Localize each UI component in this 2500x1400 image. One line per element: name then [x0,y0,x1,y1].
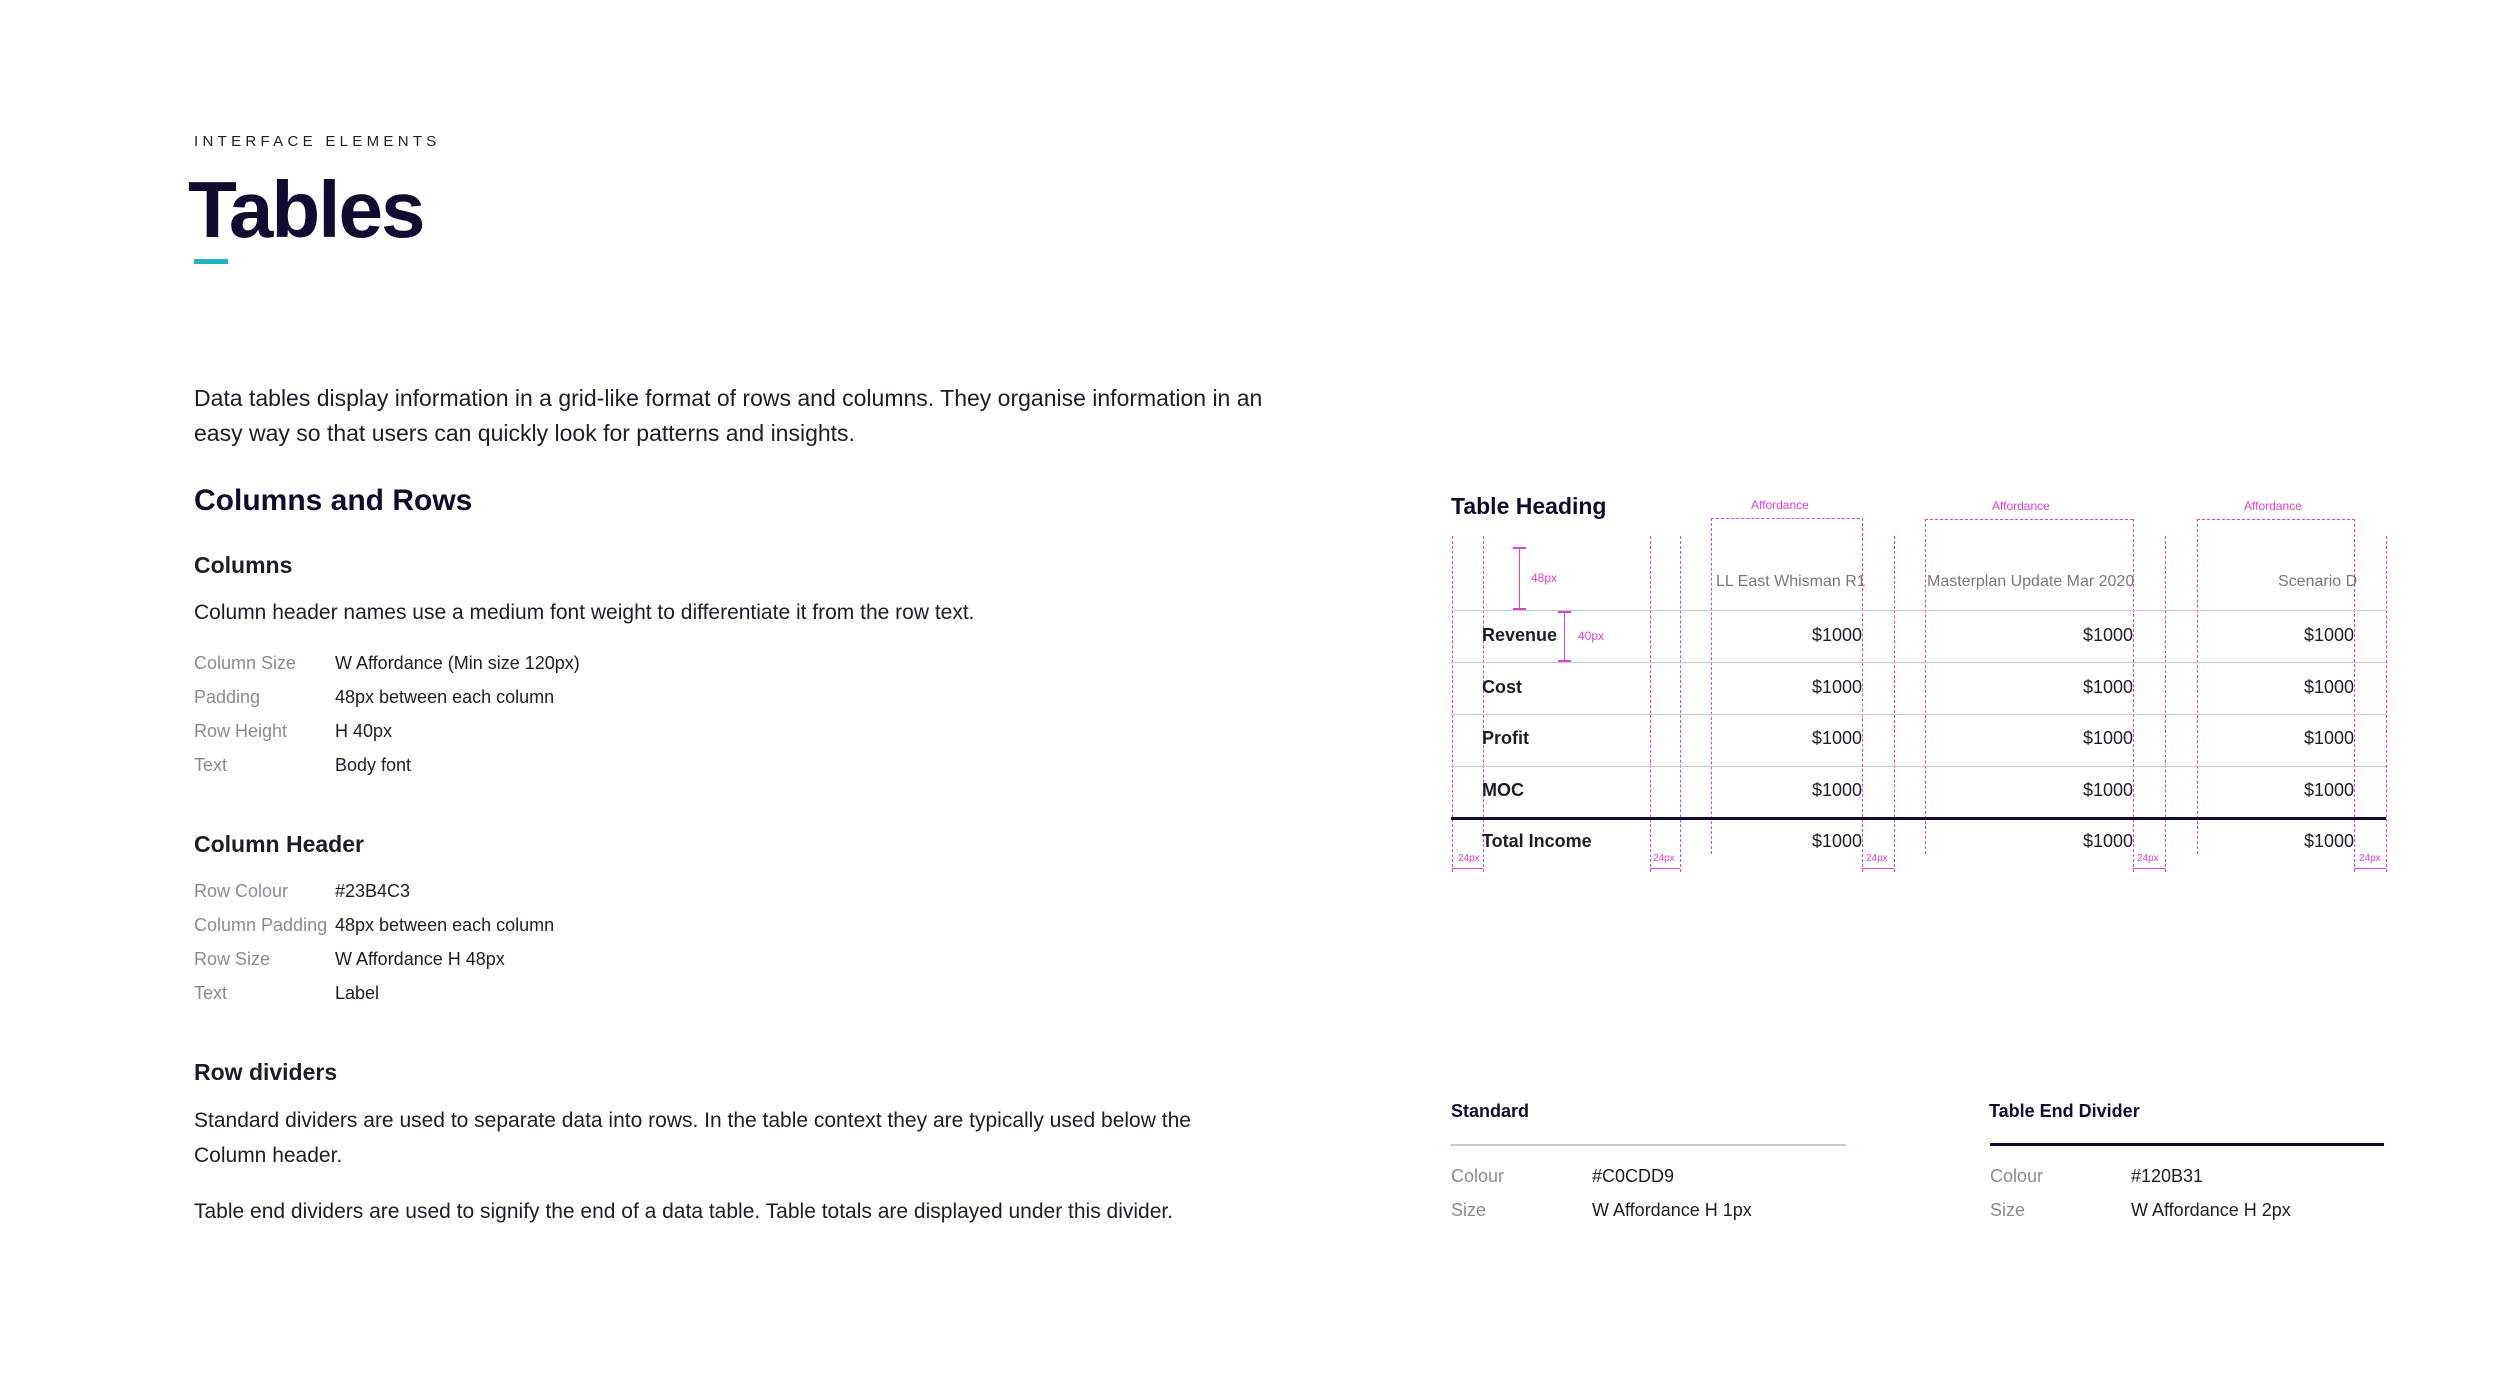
columns-heading: Columns [194,552,293,578]
padding-marker [1452,868,1483,869]
standard-divider [1451,714,2386,715]
cell: $1000 [2303,728,2354,748]
column-header: LL East Whisman R1 [1716,573,1866,590]
spec-value: Label [335,983,380,1003]
affordance-bracket [2197,519,2355,520]
spec-key: Row Height [194,721,288,741]
affordance-label: Affordance [2244,499,2302,513]
standard-divider [1451,662,2386,663]
spec-value: Body font [335,755,412,775]
cell: $1000 [2303,677,2354,697]
row-height-marker [1564,611,1565,661]
header-height-marker [1519,547,1520,609]
spec-value: H 40px [335,721,393,741]
padding-label: 24px [2359,853,2381,864]
table-heading: Table Heading [1451,493,1607,519]
row-dividers-paragraph-1: Standard dividers are used to separate data into rows. In the table context they are typically used below the Column header. [194,1109,1191,1167]
guide-line [1452,536,1453,872]
guide-line [1925,519,1926,854]
guide-line [2197,519,2198,854]
spec-value: W Affordance H 48px [335,949,505,969]
row-label: MOC [1482,780,1524,800]
spec-value: 48px between each column [335,915,555,935]
cell: $1000 [2303,831,2354,851]
column-header: Scenario D [2278,573,2358,590]
affordance-label: Affordance [1992,499,2050,513]
cell: $1000 [1811,625,1862,645]
padding-marker [1862,868,1894,869]
affordance-bracket [1925,519,2133,520]
affordance-bracket [1711,518,1860,519]
columns-description: Column header names use a medium font weight to differentiate it from the row text. [194,601,975,624]
spec-key: Column Padding [194,915,328,935]
spec-key: Padding [194,687,261,707]
spec-key: Size [1990,1200,2026,1220]
guide-line [1894,536,1895,872]
guide-line [1483,536,1484,872]
guide-line [1680,536,1681,872]
intro-paragraph: Data tables display information in a grid-like format of rows and columns. They organise information in an easy way so that users can quickly look for patterns and insights. [194,385,1263,446]
cell: $1000 [2082,625,2133,645]
affordance-label: Affordance [1751,498,1809,512]
padding-label: 24px [2137,853,2159,864]
spec-value: #C0CDD9 [1592,1166,1675,1186]
cell: $1000 [1811,780,1862,800]
cell: $1000 [1811,677,1862,697]
padding-label: 24px [1866,853,1888,864]
row-dividers-heading: Row dividers [194,1059,338,1085]
cell: $1000 [2082,780,2133,800]
row-label: Revenue [1482,625,1558,645]
spec-value: W Affordance H 1px [1592,1200,1752,1220]
spec-key: Size [1451,1200,1487,1220]
guide-line [2165,536,2166,872]
spec-key: Column Size [194,653,297,673]
cell: $1000 [2303,780,2354,800]
spec-key: Text [194,755,228,775]
title-accent-underline [194,259,228,264]
padding-marker [1650,868,1680,869]
guide-line [1711,518,1712,854]
eyebrow-label: INTERFACE ELEMENTS [194,133,441,150]
standard-divider-sample [1451,1144,1846,1146]
cell: $1000 [2303,625,2354,645]
marker-tick [1558,611,1571,613]
column-header: Masterplan Update Mar 2020 [1927,573,2135,590]
guide-line [2386,536,2387,872]
row-label: Profit [1482,728,1529,748]
spec-key: Row Size [194,949,271,969]
spec-value: W Affordance H 2px [2131,1200,2291,1220]
standard-divider [1451,766,2386,767]
spec-key: Row Colour [194,881,289,901]
total-label: Total Income [1482,831,1592,851]
standard-divider [1451,610,2386,611]
cell: $1000 [1811,831,1862,851]
padding-label: 24px [1458,853,1480,864]
spec-key: Colour [1990,1166,2044,1186]
cell: $1000 [2082,677,2133,697]
cell: $1000 [2082,831,2133,851]
padding-marker [2133,868,2165,869]
column-header-heading: Column Header [194,831,364,857]
row-height-label: 40px [1578,629,1605,643]
padding-label: 24px [1653,853,1675,864]
padding-marker [2354,868,2386,869]
table-end-divider [1451,817,2386,820]
cell: $1000 [2082,728,2133,748]
page-title: Tables [188,165,424,254]
row-dividers-paragraph-2: Table end dividers are used to signify the end of a data table. Table totals are displayed under this divider. [194,1200,1174,1223]
marker-tick [1513,547,1526,549]
spec-key: Colour [1451,1166,1505,1186]
end-divider-sample [1990,1143,2384,1146]
row-label: Cost [1482,677,1522,697]
cell: $1000 [1811,728,1862,748]
spec-value: 48px between each column [335,687,555,707]
spec-value: W Affordance (Min size 120px) [335,653,580,673]
end-divider-heading: Table End Divider [1989,1101,2140,1121]
standard-divider-heading: Standard [1451,1101,1530,1121]
spec-value: #120B31 [2131,1166,2204,1186]
spec-key: Text [194,983,228,1003]
guide-line [1650,536,1651,872]
spec-value: #23B4C3 [335,881,411,901]
columns-rows-heading: Columns and Rows [194,484,473,517]
header-height-label: 48px [1531,571,1558,585]
